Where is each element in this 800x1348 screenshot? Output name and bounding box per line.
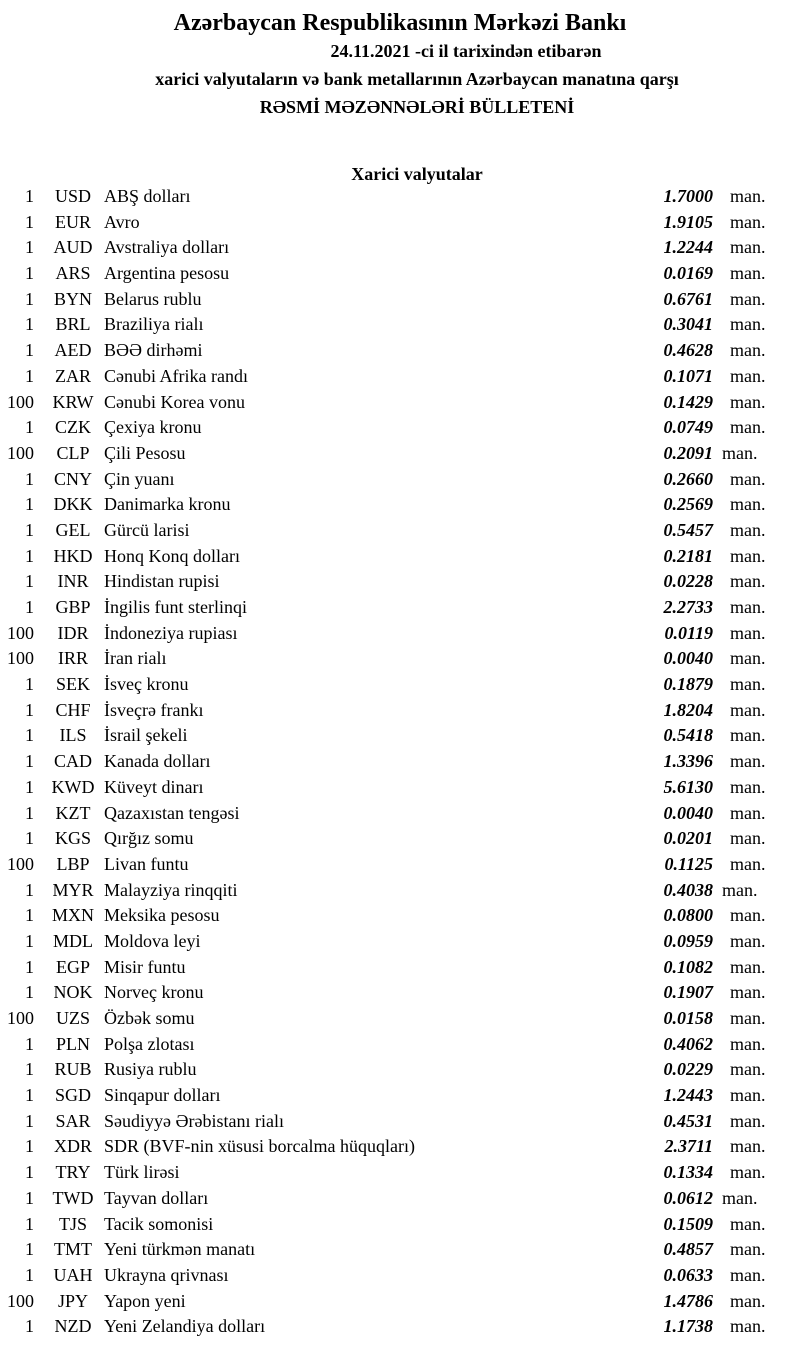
currency-code: NOK bbox=[53, 982, 93, 1003]
currency-code: KZT bbox=[55, 802, 91, 823]
rate-value: 0.4531 bbox=[663, 1110, 713, 1131]
table-row bbox=[0, 1059, 800, 1085]
currency-code: GBP bbox=[55, 597, 91, 617]
table-row bbox=[0, 1291, 800, 1317]
unit-label: man. bbox=[730, 725, 766, 746]
rate-value: 0.2181 bbox=[663, 545, 713, 566]
quantity: 1 bbox=[25, 1033, 34, 1054]
rate-value: 0.4038 bbox=[663, 879, 713, 900]
rate-value: 0.5418 bbox=[663, 725, 713, 746]
rate-value: 0.5457 bbox=[663, 519, 713, 540]
currency-code: CAD bbox=[53, 751, 92, 772]
quantity: 1 bbox=[25, 314, 34, 335]
unit-label: man. bbox=[730, 468, 766, 489]
table-row bbox=[0, 263, 800, 289]
table-row bbox=[0, 803, 800, 829]
unit-label: man. bbox=[730, 699, 766, 720]
currency-name: Çili Pesosu bbox=[104, 442, 186, 463]
rate-value: 0.1125 bbox=[664, 853, 713, 874]
currency-name: Tayvan dolları bbox=[104, 1187, 209, 1208]
currency-code: UAH bbox=[53, 1264, 93, 1285]
currency-name: Qazaxıstan tengəsi bbox=[104, 802, 240, 823]
currency-name: Cənubi Afrika randı bbox=[104, 365, 248, 386]
rate-value: 0.1879 bbox=[663, 674, 713, 695]
currency-code: TMT bbox=[54, 1239, 92, 1260]
currency-name: Sinqapur dolları bbox=[104, 1085, 221, 1106]
unit-label: man. bbox=[730, 1316, 766, 1337]
unit-label: man. bbox=[730, 494, 766, 515]
subtitle-line: xarici valyutaların və bank metallarının Azərbaycan manatına qarşı bbox=[155, 69, 679, 89]
quantity: 1 bbox=[25, 237, 34, 258]
table-row bbox=[0, 392, 800, 418]
rate-value: 1.4786 bbox=[663, 1290, 713, 1311]
table-row bbox=[0, 828, 800, 854]
unit-label: man. bbox=[730, 1162, 766, 1183]
currency-name: Hindistan rupisi bbox=[104, 571, 220, 592]
currency-name: Malayziya rinqqiti bbox=[104, 879, 238, 900]
unit-label: man. bbox=[730, 622, 766, 643]
section-title-foreign-currencies: Xarici valyutalar bbox=[351, 164, 483, 184]
rate-value: 0.1334 bbox=[663, 1162, 713, 1183]
currency-name: Çexiya kronu bbox=[104, 417, 202, 438]
quantity: 1 bbox=[25, 186, 34, 206]
rate-value: 0.0040 bbox=[663, 648, 713, 669]
currency-name: İngilis funt sterlinqi bbox=[104, 597, 247, 617]
table-row bbox=[0, 237, 800, 263]
unit-label: man. bbox=[730, 340, 766, 361]
table-row bbox=[0, 212, 800, 238]
rate-value: 0.0229 bbox=[663, 1059, 713, 1080]
table-row bbox=[0, 469, 800, 495]
table-row bbox=[0, 1008, 800, 1034]
quantity: 1 bbox=[25, 1110, 34, 1131]
quantity: 1 bbox=[25, 1316, 34, 1337]
currency-name: BƏƏ dirhəmi bbox=[104, 340, 203, 361]
rate-value: 0.4857 bbox=[663, 1239, 713, 1260]
table-row bbox=[0, 546, 800, 572]
currency-code: CNY bbox=[53, 468, 92, 489]
currency-name: Qırğız somu bbox=[104, 828, 194, 849]
table-row bbox=[0, 520, 800, 546]
table-row bbox=[0, 289, 800, 315]
quantity: 1 bbox=[25, 340, 34, 361]
quantity: 1 bbox=[25, 1162, 34, 1183]
table-row bbox=[0, 931, 800, 957]
unit-label: man. bbox=[730, 288, 766, 309]
currency-code: CLP bbox=[56, 442, 90, 463]
currency-code: SEK bbox=[55, 674, 90, 695]
currency-name: Honq Konq dolları bbox=[104, 545, 240, 566]
currency-code: CZK bbox=[55, 417, 91, 438]
unit-label: man. bbox=[730, 1264, 766, 1285]
table-row bbox=[0, 340, 800, 366]
rate-value: 0.6761 bbox=[663, 288, 713, 309]
unit-label: man. bbox=[730, 417, 766, 438]
rates-table bbox=[0, 186, 800, 1342]
currency-code: INR bbox=[57, 571, 89, 592]
unit-label: man. bbox=[730, 571, 766, 592]
table-row bbox=[0, 597, 800, 623]
rate-value: 0.0158 bbox=[663, 1008, 713, 1028]
rate-value: 0.0119 bbox=[664, 622, 713, 643]
unit-label: man. bbox=[730, 930, 766, 951]
unit-label: man. bbox=[730, 263, 766, 284]
currency-name: İsveç kronu bbox=[104, 674, 189, 695]
table-row bbox=[0, 1085, 800, 1111]
unit-label: man. bbox=[722, 1187, 758, 1208]
rate-value: 0.2660 bbox=[663, 468, 713, 489]
currency-code: LBP bbox=[56, 853, 90, 874]
table-row bbox=[0, 1316, 800, 1342]
quantity: 100 bbox=[7, 1290, 34, 1311]
unit-label: man. bbox=[730, 597, 766, 617]
currency-name: Tacik somonisi bbox=[104, 1213, 214, 1234]
currency-name: Braziliya rialı bbox=[104, 314, 204, 335]
table-row bbox=[0, 674, 800, 700]
currency-name: Moldova leyi bbox=[104, 930, 201, 951]
table-row bbox=[0, 751, 800, 777]
rate-value: 0.0749 bbox=[663, 417, 713, 438]
currency-name: Yeni Zelandiya dolları bbox=[104, 1316, 266, 1337]
currency-name: ABŞ dolları bbox=[104, 186, 191, 206]
quantity: 100 bbox=[7, 853, 34, 874]
quantity: 1 bbox=[25, 879, 34, 900]
table-row bbox=[0, 905, 800, 931]
currency-name: Türk lirəsi bbox=[104, 1162, 180, 1183]
unit-label: man. bbox=[730, 1008, 766, 1028]
rate-value: 0.0959 bbox=[663, 930, 713, 951]
table-row bbox=[0, 1111, 800, 1137]
currency-code: TWD bbox=[52, 1187, 94, 1208]
quantity: 1 bbox=[25, 1187, 34, 1208]
rate-value: 1.7000 bbox=[663, 186, 713, 206]
currency-code: SGD bbox=[54, 1085, 91, 1106]
currency-code: TRY bbox=[55, 1162, 91, 1183]
currency-name: Avro bbox=[104, 211, 140, 232]
table-row bbox=[0, 186, 800, 212]
quantity: 1 bbox=[25, 905, 34, 926]
table-row bbox=[0, 777, 800, 803]
unit-label: man. bbox=[730, 1290, 766, 1311]
document-header bbox=[0, 0, 800, 121]
quantity: 1 bbox=[25, 802, 34, 823]
rate-value: 0.1509 bbox=[663, 1213, 713, 1234]
currency-code: IDR bbox=[57, 622, 89, 643]
table-row bbox=[0, 957, 800, 983]
rate-value: 0.1082 bbox=[663, 956, 713, 977]
currency-name: Avstraliya dolları bbox=[104, 237, 230, 258]
rate-value: 1.2443 bbox=[663, 1085, 713, 1106]
table-row bbox=[0, 725, 800, 751]
quantity: 1 bbox=[25, 263, 34, 284]
currency-code: ARS bbox=[55, 263, 91, 284]
currency-code: IRR bbox=[57, 648, 88, 669]
quantity: 100 bbox=[7, 622, 34, 643]
currency-name: İsrail şekeli bbox=[104, 725, 188, 746]
currency-code: EUR bbox=[55, 211, 91, 232]
rate-value: 0.0800 bbox=[663, 905, 713, 926]
table-row bbox=[0, 700, 800, 726]
currency-name: Yeni türkmən manatı bbox=[104, 1239, 256, 1260]
unit-label: man. bbox=[730, 1085, 766, 1106]
currency-code: BRL bbox=[55, 314, 91, 335]
rate-value: 1.3396 bbox=[663, 751, 713, 772]
quantity: 1 bbox=[25, 288, 34, 309]
rate-value: 2.2733 bbox=[663, 597, 713, 617]
table-row bbox=[0, 443, 800, 469]
table-row bbox=[0, 366, 800, 392]
unit-label: man. bbox=[730, 545, 766, 566]
rate-value: 0.0228 bbox=[663, 571, 713, 592]
unit-label: man. bbox=[730, 802, 766, 823]
currency-code: EGP bbox=[55, 956, 90, 977]
currency-code: PLN bbox=[55, 1033, 90, 1054]
currency-code: SAR bbox=[55, 1110, 91, 1131]
rate-value: 1.2244 bbox=[663, 237, 713, 258]
quantity: 1 bbox=[25, 725, 34, 746]
currency-code: XDR bbox=[53, 1136, 92, 1157]
currency-code: BYN bbox=[53, 288, 92, 309]
quantity: 1 bbox=[25, 417, 34, 438]
currency-code: ZAR bbox=[55, 365, 91, 386]
unit-label: man. bbox=[730, 1110, 766, 1131]
currency-code: KGS bbox=[54, 828, 91, 849]
currency-name: İsveçrə frankı bbox=[104, 699, 204, 720]
unit-label: man. bbox=[730, 648, 766, 669]
table-row bbox=[0, 494, 800, 520]
unit-label: man. bbox=[730, 186, 766, 206]
unit-label: man. bbox=[730, 391, 766, 412]
unit-label: man. bbox=[730, 905, 766, 926]
table-row bbox=[0, 571, 800, 597]
unit-label: man. bbox=[730, 1239, 766, 1260]
unit-label: man. bbox=[730, 1033, 766, 1054]
currency-name: İran rialı bbox=[104, 648, 167, 669]
quantity: 1 bbox=[25, 571, 34, 592]
unit-label: man. bbox=[730, 751, 766, 772]
bank-title: Azərbaycan Respublikasının Mərkəzi Bankı bbox=[173, 10, 627, 36]
rate-value: 0.4628 bbox=[663, 340, 713, 361]
quantity: 1 bbox=[25, 545, 34, 566]
rate-value: 0.1907 bbox=[663, 982, 713, 1003]
currency-code: HKD bbox=[53, 545, 93, 566]
quantity: 1 bbox=[25, 776, 34, 797]
table-row bbox=[0, 417, 800, 443]
currency-name: Danimarka kronu bbox=[104, 494, 231, 515]
unit-label: man. bbox=[730, 853, 766, 874]
table-row bbox=[0, 1239, 800, 1265]
table-row bbox=[0, 854, 800, 880]
currency-code: USD bbox=[54, 186, 91, 206]
currency-name: Küveyt dinarı bbox=[104, 776, 204, 797]
currency-name: Belarus rublu bbox=[104, 288, 202, 309]
rate-value: 0.2569 bbox=[663, 494, 713, 515]
bulletin-title: RƏSMİ MƏZƏNNƏLƏRİ BÜLLETENİ bbox=[259, 97, 575, 117]
unit-label: man. bbox=[730, 674, 766, 695]
quantity: 1 bbox=[25, 365, 34, 386]
quantity: 100 bbox=[7, 391, 34, 412]
currency-code: KWD bbox=[51, 776, 95, 797]
unit-label: man. bbox=[722, 442, 758, 463]
currency-name: Argentina pesosu bbox=[104, 263, 230, 284]
unit-label: man. bbox=[730, 956, 766, 977]
quantity: 1 bbox=[25, 930, 34, 951]
quantity: 1 bbox=[25, 211, 34, 232]
quantity: 1 bbox=[25, 751, 34, 772]
currency-code: AUD bbox=[53, 237, 93, 258]
currency-name: Polşa zlotası bbox=[104, 1033, 195, 1054]
quantity: 1 bbox=[25, 1264, 34, 1285]
unit-label: man. bbox=[730, 1213, 766, 1234]
rate-value: 0.0169 bbox=[663, 263, 713, 284]
currency-name: Səudiyyə Ərəbistanı rialı bbox=[104, 1110, 284, 1131]
table-row bbox=[0, 1136, 800, 1162]
currency-code: TJS bbox=[58, 1213, 87, 1234]
currency-code: CHF bbox=[55, 699, 91, 720]
currency-code: MYR bbox=[52, 879, 94, 900]
currency-code: MXN bbox=[51, 905, 94, 926]
rate-value: 0.2091 bbox=[663, 442, 713, 463]
rate-value: 0.1429 bbox=[663, 391, 713, 412]
rate-value: 1.8204 bbox=[663, 699, 713, 720]
currency-code: GEL bbox=[55, 519, 91, 540]
quantity: 1 bbox=[25, 699, 34, 720]
unit-label: man. bbox=[730, 828, 766, 849]
rate-value: 0.1071 bbox=[663, 365, 713, 386]
unit-label: man. bbox=[730, 776, 766, 797]
table-row bbox=[0, 314, 800, 340]
quantity: 1 bbox=[25, 494, 34, 515]
table-row bbox=[0, 1214, 800, 1240]
quantity: 1 bbox=[25, 1059, 34, 1080]
quantity: 1 bbox=[25, 597, 34, 617]
rate-value: 2.3711 bbox=[664, 1136, 713, 1157]
rate-value: 0.0040 bbox=[663, 802, 713, 823]
currency-name: Özbək somu bbox=[104, 1008, 195, 1028]
quantity: 1 bbox=[25, 828, 34, 849]
currency-code: RUB bbox=[54, 1059, 92, 1080]
table-row bbox=[0, 1188, 800, 1214]
currency-name: Livan funtu bbox=[104, 853, 189, 874]
quantity: 1 bbox=[25, 468, 34, 489]
currency-name: SDR (BVF-nin xüsusi borcalma hüquqları) bbox=[104, 1136, 415, 1157]
quantity: 1 bbox=[25, 674, 34, 695]
table-row bbox=[0, 1265, 800, 1291]
quantity: 100 bbox=[7, 442, 34, 463]
unit-label: man. bbox=[730, 237, 766, 258]
unit-label: man. bbox=[730, 365, 766, 386]
currency-name: Kanada dolları bbox=[104, 751, 211, 772]
quantity: 1 bbox=[25, 1213, 34, 1234]
quantity: 1 bbox=[25, 1239, 34, 1260]
quantity: 1 bbox=[25, 519, 34, 540]
rate-value: 0.0633 bbox=[663, 1264, 713, 1285]
quantity: 1 bbox=[25, 1136, 34, 1157]
currency-code: KRW bbox=[52, 391, 94, 412]
currency-code: DKK bbox=[53, 494, 93, 515]
currency-name: Ukrayna qrivnası bbox=[104, 1264, 229, 1285]
currency-name: Misir funtu bbox=[104, 956, 186, 977]
quantity: 1 bbox=[25, 956, 34, 977]
table-row bbox=[0, 623, 800, 649]
currency-name: Norveç kronu bbox=[104, 982, 204, 1003]
rate-value: 0.0612 bbox=[663, 1187, 713, 1208]
currency-code: MDL bbox=[53, 930, 93, 951]
unit-label: man. bbox=[722, 879, 758, 900]
unit-label: man. bbox=[730, 1059, 766, 1080]
table-row bbox=[0, 648, 800, 674]
unit-label: man. bbox=[730, 982, 766, 1003]
currency-name: Meksika pesosu bbox=[104, 905, 220, 926]
rate-value: 0.3041 bbox=[663, 314, 713, 335]
rate-value: 0.4062 bbox=[663, 1033, 713, 1054]
rate-value: 5.6130 bbox=[663, 776, 713, 797]
rate-value: 1.9105 bbox=[663, 211, 713, 232]
quantity: 1 bbox=[25, 1085, 34, 1106]
effective-date-line: 24.11.2021 -ci il tarixindən etibarən bbox=[330, 41, 602, 61]
currency-code: JPY bbox=[57, 1290, 88, 1311]
quantity: 100 bbox=[7, 648, 34, 669]
currency-name: Yapon yeni bbox=[104, 1290, 186, 1311]
quantity: 1 bbox=[25, 982, 34, 1003]
currency-name: Çin yuanı bbox=[104, 468, 175, 489]
unit-label: man. bbox=[730, 519, 766, 540]
quantity: 100 bbox=[7, 1008, 34, 1028]
currency-code: UZS bbox=[55, 1008, 90, 1028]
currency-name: Gürcü larisi bbox=[104, 519, 190, 540]
unit-label: man. bbox=[730, 314, 766, 335]
table-row bbox=[0, 982, 800, 1008]
table-row bbox=[0, 1034, 800, 1060]
unit-label: man. bbox=[730, 211, 766, 232]
rate-value: 0.0201 bbox=[663, 828, 713, 849]
currency-code: NZD bbox=[54, 1316, 92, 1337]
currency-code: AED bbox=[54, 340, 92, 361]
rate-value: 1.1738 bbox=[663, 1316, 713, 1337]
currency-name: Rusiya rublu bbox=[104, 1059, 197, 1080]
currency-code: ILS bbox=[59, 725, 87, 746]
table-row bbox=[0, 1162, 800, 1188]
table-row bbox=[0, 880, 800, 906]
unit-label: man. bbox=[730, 1136, 766, 1157]
currency-name: İndoneziya rupiası bbox=[104, 622, 238, 643]
currency-name: Cənubi Korea vonu bbox=[104, 391, 245, 412]
